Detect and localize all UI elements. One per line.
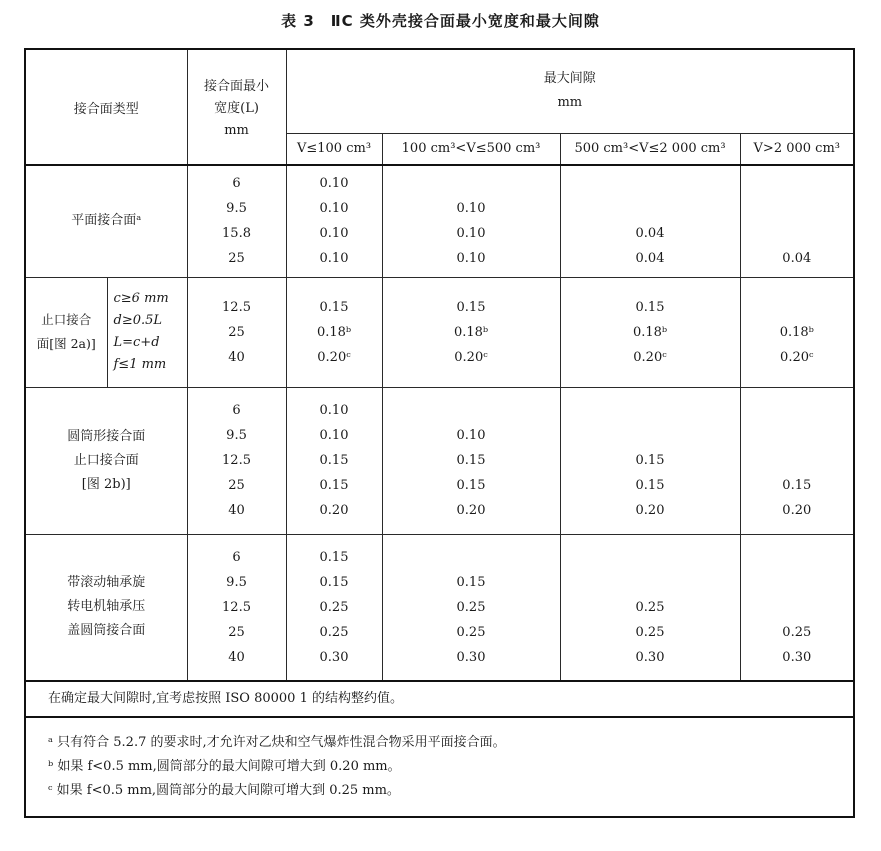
gap-value: 0.18ᵇ [453,324,489,340]
gap-value: 0.15 [319,299,349,315]
gap-spigot-col4 [740,277,854,387]
width-value: 40 [228,503,245,518]
gap-bearing-col3 [560,534,740,681]
width-value: 15.8 [222,226,251,242]
gap-value: 0.30 [635,649,665,665]
gap-value: 0.20ᶜ [780,349,814,365]
width-value: 9.5 [226,574,247,590]
gap-bearing-col1 [286,534,382,681]
gap-value: 0.25 [456,624,486,640]
joint-bearing-name-3: 盖圆筒接合面 [67,623,146,639]
joint-spigot-name-1: 止口接合 [41,312,92,327]
width-value: 6 [232,403,241,418]
footnotes [25,717,854,817]
gap-value: 0.20ᶜ [454,349,488,365]
gap-value [741,570,854,595]
condition-c: c≥6 mm [113,291,169,306]
gap-value: 0.15 [456,299,486,315]
header-min-width [187,49,286,165]
table-title: 表 3 ⅡC 类外壳接合面最小宽度和最大间隙 [281,12,600,30]
gap-value [741,221,854,246]
footnote-c: ᶜ 如果 f<0.5 mm,圆筒部分的最大间隙可增大到 0.25 mm。 [48,783,400,798]
gap-value: 0.20 [635,503,665,518]
header-max-gap [286,49,854,133]
gap-value: 0.10 [319,201,349,217]
gap-value: 0.10 [319,176,349,192]
gap-cyl-col2 [382,387,560,534]
gap-value: 0.04 [635,226,665,242]
header-joint-type: 接合面类型 [25,49,187,165]
gap-value: 0.20ᶜ [633,349,667,365]
gap-flat-col1 [286,165,382,277]
joint-cyl-name-1: 圆筒形接合面 [67,428,146,444]
spigot-conditions [107,277,187,387]
gap-value: 0.10 [456,226,486,242]
gap-spigot-col1 [286,277,382,387]
gap-cyl-col3 [560,387,740,534]
gap-value: 0.15 [635,453,665,468]
gap-value: 0.15 [319,574,349,590]
gap-value [741,295,854,320]
gap-spigot-col3 [560,277,740,387]
gap-value: 0.30 [782,649,812,665]
gap-value [741,196,854,221]
header-vol-4: V>2 000 cm³ [740,133,854,165]
gap-value: 0.10 [319,226,349,242]
width-value: 25 [228,624,245,640]
gap-value: 0.10 [319,403,349,418]
gap-value: 0.25 [635,599,665,615]
width-value: 6 [232,549,241,565]
header-max-gap-unit: mm [557,95,583,111]
gap-cyl-col4 [740,387,854,534]
joint-spigot [25,277,107,387]
gap-value: 0.25 [782,624,812,640]
condition-d: d≥0.5L [113,313,163,328]
width-value: 9.5 [226,201,247,217]
gap-table [24,48,855,818]
gap-value: 0.25 [319,599,349,615]
header-min-width-line1: 接合面最小 [204,79,270,94]
width-value: 25 [228,478,245,493]
gap-bearing-col4 [740,534,854,681]
gap-value [561,570,740,595]
width-value: 40 [228,349,245,365]
gap-value: 0.30 [456,649,486,665]
gap-value: 0.15 [635,478,665,493]
joint-bearing-name-2: 转电机轴承压 [67,599,146,615]
gap-value: 0.20 [319,503,349,518]
gap-value: 0.10 [319,428,349,443]
width-value: 25 [228,324,245,340]
gap-value: 0.10 [456,251,486,267]
gap-value: 0.10 [456,201,486,217]
gap-bearing-col2 [382,534,560,681]
joint-flat-name: 平面接合面ᵃ [71,213,142,229]
gap-value: 0.15 [319,453,349,468]
header-vol-2: 100 cm³<V≤500 cm³ [382,133,560,165]
gap-cyl-col1 [286,387,382,534]
joint-cyl-name-2: 止口接合面 [73,452,139,468]
gap-value: 0.10 [319,251,349,267]
gap-flat-col4 [740,165,854,277]
gap-value: 0.20ᶜ [317,349,351,365]
gap-value [741,545,854,570]
gap-value: 0.25 [456,599,486,615]
gap-value: 0.15 [456,574,486,590]
gap-spigot-col2 [382,277,560,387]
widths-cylindrical [187,387,286,534]
gap-value: 0.15 [782,478,812,493]
widths-flat [187,165,286,277]
width-value: 25 [228,251,245,267]
footnote-a: ᵃ 只有符合 5.2.7 的要求时,才允许对乙炔和空气爆炸性混合物采用平面接合面。 [48,735,506,750]
gap-value: 0.15 [456,453,486,468]
joint-bearing-name-1: 带滚动轴承旋 [67,575,146,591]
gap-value [561,545,740,570]
gap-value [741,423,854,448]
condition-l: L=c+d [113,335,160,350]
width-value: 9.5 [226,428,247,443]
gap-value [561,196,740,221]
rounding-note: 在确定最大间隙时,宜考虑按照 ISO 80000 1 的结构整约值。 [25,681,854,717]
gap-value: 0.30 [319,649,349,665]
header-vol-3: 500 cm³<V≤2 000 cm³ [560,133,740,165]
gap-value: 0.04 [635,251,665,267]
gap-value: 0.04 [782,251,812,267]
gap-value: 0.25 [319,624,349,640]
gap-flat-col3 [560,165,740,277]
gap-value: 0.15 [319,549,349,565]
gap-value [741,171,854,196]
gap-value [383,171,560,196]
gap-value: 0.15 [635,299,665,315]
gap-value [741,448,854,473]
gap-flat-col2 [382,165,560,277]
gap-value [561,171,740,196]
gap-value [561,423,740,448]
width-value: 40 [228,649,245,665]
gap-value [383,545,560,570]
joint-spigot-name-2: 面[图 2a)] [36,336,96,351]
header-max-gap-label: 最大间隙 [543,71,596,87]
joint-cylindrical [25,387,187,534]
joint-flat [25,165,187,277]
gap-value: 0.18ᵇ [316,324,352,340]
header-vol-1: V≤100 cm³ [286,133,382,165]
width-value: 12.5 [222,453,251,468]
gap-value [741,398,854,423]
widths-bearing [187,534,286,681]
joint-cyl-name-3: [图 2b)] [81,476,131,492]
joint-bearing-cover [25,534,187,681]
gap-value: 0.15 [319,478,349,493]
header-min-width-line2: 宽度(L) [214,101,259,116]
condition-f: f≤1 mm [113,357,167,372]
gap-value: 0.20 [456,503,486,518]
gap-value [561,398,740,423]
gap-value: 0.10 [456,428,486,443]
gap-value: 0.15 [456,478,486,493]
width-value: 12.5 [222,599,251,615]
gap-value: 0.20 [782,503,812,518]
gap-value: 0.18ᵇ [632,324,668,340]
gap-value [741,595,854,620]
gap-value: 0.25 [635,624,665,640]
gap-value [383,398,560,423]
widths-spigot [187,277,286,387]
header-min-width-unit: mm [224,123,249,138]
footnote-b: ᵇ 如果 f<0.5 mm,圆筒部分的最大间隙可增大到 0.20 mm。 [48,759,401,774]
width-value: 6 [232,176,241,192]
width-value: 12.5 [222,299,251,315]
gap-value: 0.18ᵇ [779,324,814,340]
